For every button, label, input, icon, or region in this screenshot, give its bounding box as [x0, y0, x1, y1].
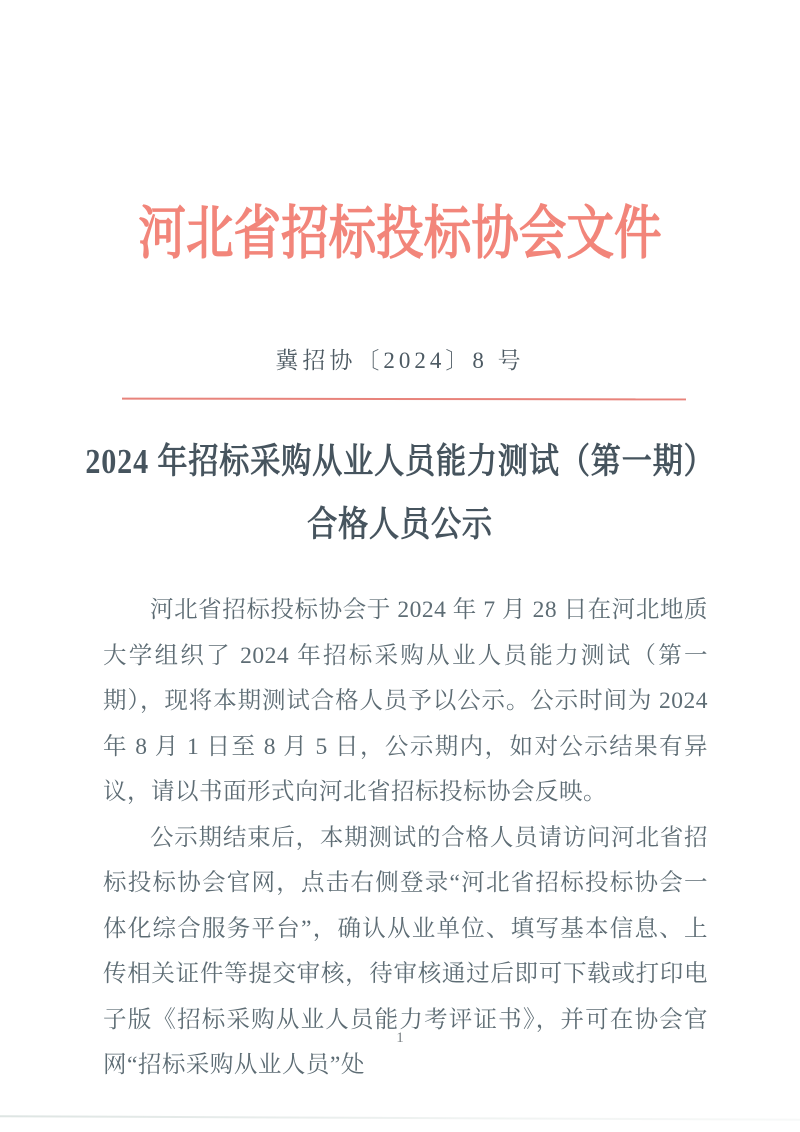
page-number: 1: [396, 1030, 404, 1046]
document-number: 冀招协〔2024〕8 号: [275, 348, 525, 373]
body-paragraph-1: 河北省招标投标协会于 2024 年 7 月 28 日在河北地质大学组织了 2024 年招标采购从业人员能力测试（第一期），现将本期测试合格人员予以公示。公示时间为 2024 年 8 月 1 日至 8 月 5 日，公示期内，如对公示结果有异议，请以书面形式向河北省招标投标协会反映。: [103, 597, 708, 805]
body-paragraph-2: 公示期结束后，本期测试的合格人员请访问河北省招标投标协会官网，点击右侧登录“河北省招标投标协会一体化综合服务平台”，确认从业单位、填写基本信息、上传相关证件等提交审核，待审核通过后即可下载或打印电子版《招标采购从业人员能力考评证书》，并可在协会官网“招标采购从业人员”处: [103, 824, 708, 1078]
scan-edge-shadow: [0, 1115, 800, 1121]
document-title-line1: 2024 年招标采购从业人员能力测试（第一期）: [85, 442, 715, 481]
document-title-line2: 合格人员公示: [307, 505, 493, 544]
red-separator-rule: [122, 398, 686, 401]
document-title: [0, 430, 800, 556]
document-body: [103, 588, 708, 1089]
masthead-title: 河北省招标投标协会文件: [138, 201, 662, 266]
